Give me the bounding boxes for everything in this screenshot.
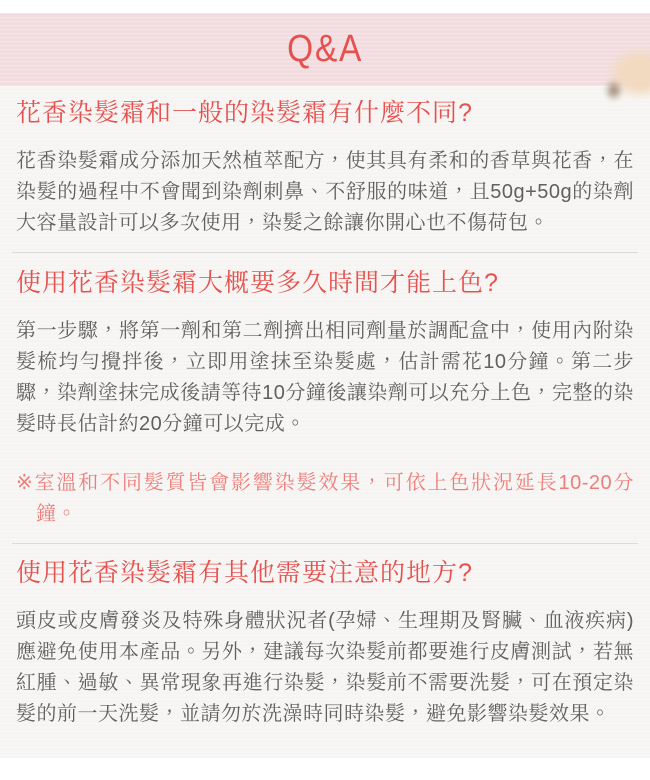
top-margin-strip: [0, 0, 650, 13]
question-3: 使用花香染髮霜有其他需要注意的地方?: [16, 559, 473, 587]
qa-section-3: [16, 544, 634, 730]
qa-section-1: [16, 86, 634, 239]
question-2: 使用花香染髮霜大概要多久時間才能上色?: [16, 269, 499, 297]
temperature-note: ※室溫和不同髮質皆會影響染髮效果，可依上色狀況延長10-20分鐘。: [16, 472, 634, 525]
qa-section-2: [16, 253, 634, 530]
answer-3: 頭皮或皮膚發炎及特殊身體狀況者(孕婦、生理期及腎臟、血液疾病)應避免使用本產品。另外，建議每次染髮前都要進行皮膚測試，若無紅腫、過敏、異常現象再進行染髮，染髮前不需要洗髮，可在預定染髮的前一天洗髮，並請勿於洗澡時同時染髮，避免影響染髮效果。: [16, 610, 634, 725]
bottom-margin-strip: [0, 758, 650, 780]
answer-2: 第一步驟，將第一劑和第二劑擠出相同劑量於調配盒中，使用內附染髮梳均勻攪拌後，立即用塗抹至染髮處，估計需花10分鐘。第二步驟，染劑塗抹完成後請等待10分鐘後讓染劑可以充分上色，完整的染髮時長估計約20分鐘可以完成。: [16, 320, 634, 435]
qa-banner: [0, 13, 650, 86]
answer-1: 花香染髮霜成分添加天然植萃配方，使其具有柔和的香草與花香，在染髮的過程中不會聞到染劑刺鼻、不舒服的味道，且50g+50g的染劑大容量設計可以多次使用，染髮之餘讓你開心也不傷荷包。: [16, 150, 634, 234]
qa-content: [0, 86, 650, 758]
question-1: 花香染髮霜和一般的染髮霜有什麼不同?: [16, 99, 473, 127]
page-title: Q&A: [287, 28, 363, 70]
